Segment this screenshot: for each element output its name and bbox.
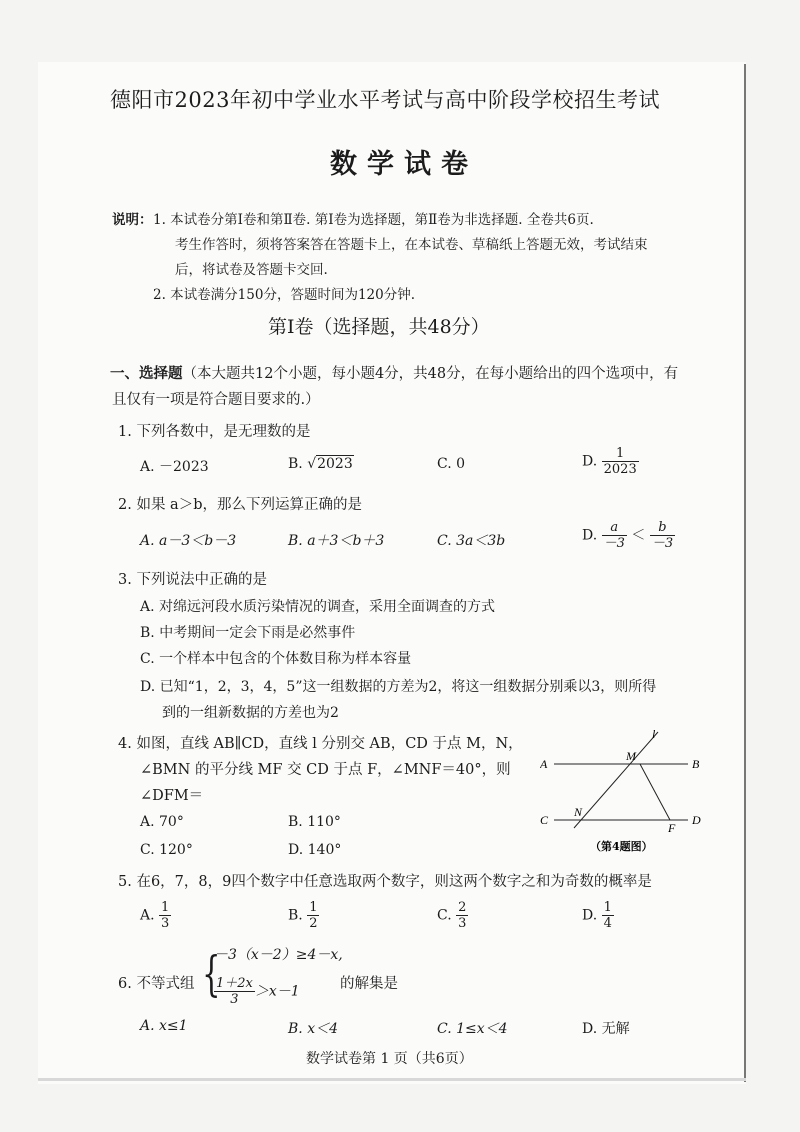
label-n: N [574, 805, 583, 819]
q4-stem-line-1: 4. 如图，直线 AB∥CD，直线 l 分别交 AB，CD 于点 M，N， [118, 736, 523, 752]
q1-option-b-prefix: B. √ [288, 456, 317, 472]
page-edge-bottom [38, 1078, 746, 1081]
page-edge-right [744, 64, 746, 1082]
q5-option-c [437, 900, 468, 931]
q6-option-a: A. x≤1 [140, 1018, 188, 1034]
segment-mf [640, 764, 670, 820]
section-title: 第Ⅰ卷（选择题，共48分） [268, 316, 490, 338]
q3-option-c: C. 一个样本中包含的个体数目称为样本容量 [140, 651, 412, 667]
q3-option-d-line-1: D. 已知“1，2，3，4，5”这一组数据的方差为2，将这一组数据分别乘以3，则所得 [140, 679, 657, 695]
left-brace-symbol: { [202, 946, 221, 1002]
fraction-denominator: 3 [230, 992, 239, 1007]
q1-option-d-prefix: D. [582, 453, 598, 470]
q5-option-b-prefix: B. [288, 907, 303, 924]
q4-option-b: B. 110° [288, 814, 341, 830]
q5-option-d-prefix: D. [582, 907, 598, 924]
q2-option-a: A. a－3＜b－3 [140, 533, 237, 549]
q4-stem-line-3: ∠DFM＝ [140, 788, 204, 804]
fraction-denominator: 3 [458, 916, 467, 931]
q2-option-d-fraction-2 [650, 520, 675, 551]
q1-option-a: A. －2023 [140, 459, 209, 475]
notes-line-2: 考生作答时，须将答案答在答题卡上，在本试卷、草稿纸上答题无效，考试结束 [175, 237, 648, 253]
q3-stem: 3. 下列说法中正确的是 [118, 572, 267, 588]
q2-option-d-prefix: D. [582, 527, 598, 544]
q4-option-d: D. 140° [288, 842, 342, 858]
notes-line-4: 2. 本试卷满分150分，答题时间为120分钟. [153, 287, 415, 303]
exam-title: 德阳市2023年初中学业水平考试与高中阶段学校招生考试 [110, 88, 660, 112]
q6-inequality-1: －3（x－2）≥4－x, [214, 947, 343, 963]
fraction-numerator: a [602, 520, 627, 536]
fraction-numerator: 1 [161, 900, 170, 915]
q4-stem-line-2: ∠BMN 的平分线 MF 交 CD 于点 F，∠MNF＝40°，则 [140, 762, 511, 778]
q6-option-c: C. 1≤x＜4 [437, 1021, 508, 1037]
label-f: F [668, 821, 676, 835]
fraction-denominator: 2023 [603, 462, 637, 477]
page-footer: 数学试卷第 1 页（共6页） [306, 1051, 473, 1067]
q6-inequality-2-fraction [214, 976, 255, 1007]
q3-option-d-line-2: 到的一组新数据的方差也为2 [162, 705, 339, 721]
notes-line-3: 后，将试卷及答题卡交回. [175, 262, 328, 278]
label-b: B [692, 757, 700, 771]
q5-option-b-fraction [307, 900, 319, 931]
fraction-denominator: 3 [161, 916, 170, 931]
q4-option-a: A. 70° [140, 814, 184, 830]
q6-inequality-2 [214, 976, 300, 1007]
part-one-heading [110, 362, 678, 383]
fraction-numerator: 1 [602, 446, 639, 462]
q5-stem: 5. 在6，7，8，9四个数字中任意选取两个数字，则这两个数字之和为奇数的概率是 [118, 874, 652, 890]
q2-option-d-operator: ＜ [631, 527, 646, 544]
notes-label: 说明： [112, 212, 153, 228]
q6-stem-prefix: 6. 不等式组 [118, 976, 195, 992]
part-desc-2: 且仅有一项是符合题目要求的.） [112, 392, 320, 408]
fraction-denominator: 4 [603, 916, 612, 931]
fraction-numerator: 1 [603, 900, 612, 915]
q1-stem: 1. 下列各数中，是无理数的是 [118, 424, 311, 440]
q2-option-c: C. 3a＜3b [437, 533, 506, 549]
part-desc-1: （本大题共12个小题，每小题4分，共48分，在每小题给出的四个选项中，有 [182, 366, 679, 382]
fraction-numerator: 1 [309, 900, 318, 915]
label-a: A [540, 757, 548, 771]
q2-stem: 2. 如果 a＞b，那么下列运算正确的是 [118, 497, 362, 513]
fraction-denominator: －3 [603, 536, 625, 551]
label-d: D [692, 813, 701, 827]
label-c: C [540, 813, 549, 827]
q5-option-d-fraction [602, 900, 614, 931]
q6-option-d: D. 无解 [582, 1021, 630, 1037]
q5-option-a-prefix: A. [140, 907, 155, 924]
q1-option-d [582, 446, 639, 477]
q2-option-b: B. a＋3＜b＋3 [288, 533, 385, 549]
label-m: M [626, 749, 636, 763]
q3-option-a: A. 对绵远河段水质污染情况的调查，采用全面调查的方式 [140, 599, 496, 615]
q5-option-a [140, 900, 171, 931]
q5-option-d [582, 900, 614, 931]
fraction-numerator: 2 [458, 900, 467, 915]
q5-option-a-fraction [159, 900, 171, 931]
q6-inequality-2-rest: ＞x－1 [254, 983, 300, 1000]
label-l: l [652, 728, 656, 741]
fraction-numerator: b [650, 520, 675, 536]
part-label: 一、选择题 [110, 365, 183, 382]
line-l [574, 732, 658, 828]
q1-option-b-radicand: 2023 [317, 456, 353, 472]
q3-option-b: B. 中考期间一定会下雨是必然事件 [140, 625, 356, 641]
fraction-denominator: 2 [309, 916, 318, 931]
q4-figure-svg [540, 728, 710, 858]
q1-option-c: C. 0 [437, 456, 466, 472]
q1-option-b [288, 456, 354, 472]
q2-option-d-fraction-1 [602, 520, 627, 551]
fraction-numerator: 1＋2x [216, 976, 253, 991]
q1-option-d-fraction [602, 446, 639, 477]
notes-line-1: 1. 本试卷分第Ⅰ卷和第Ⅱ卷. 第Ⅰ卷为选择题，第Ⅱ卷为非选择题. 全卷共6页. [153, 212, 594, 228]
q5-option-c-fraction [456, 900, 468, 931]
q5-option-c-prefix: C. [437, 907, 452, 924]
q6-option-b: B. x＜4 [288, 1021, 338, 1037]
q5-option-b [288, 900, 319, 931]
exam-subtitle: 数学试卷 [330, 149, 478, 180]
q6-stem-suffix: 的解集是 [340, 976, 398, 992]
fraction-denominator: －3 [651, 536, 674, 551]
q4-option-c: C. 120° [140, 842, 193, 858]
q4-geometry-figure [540, 728, 710, 858]
figure-caption: （第4题图） [590, 840, 653, 853]
q2-option-d [582, 520, 675, 551]
